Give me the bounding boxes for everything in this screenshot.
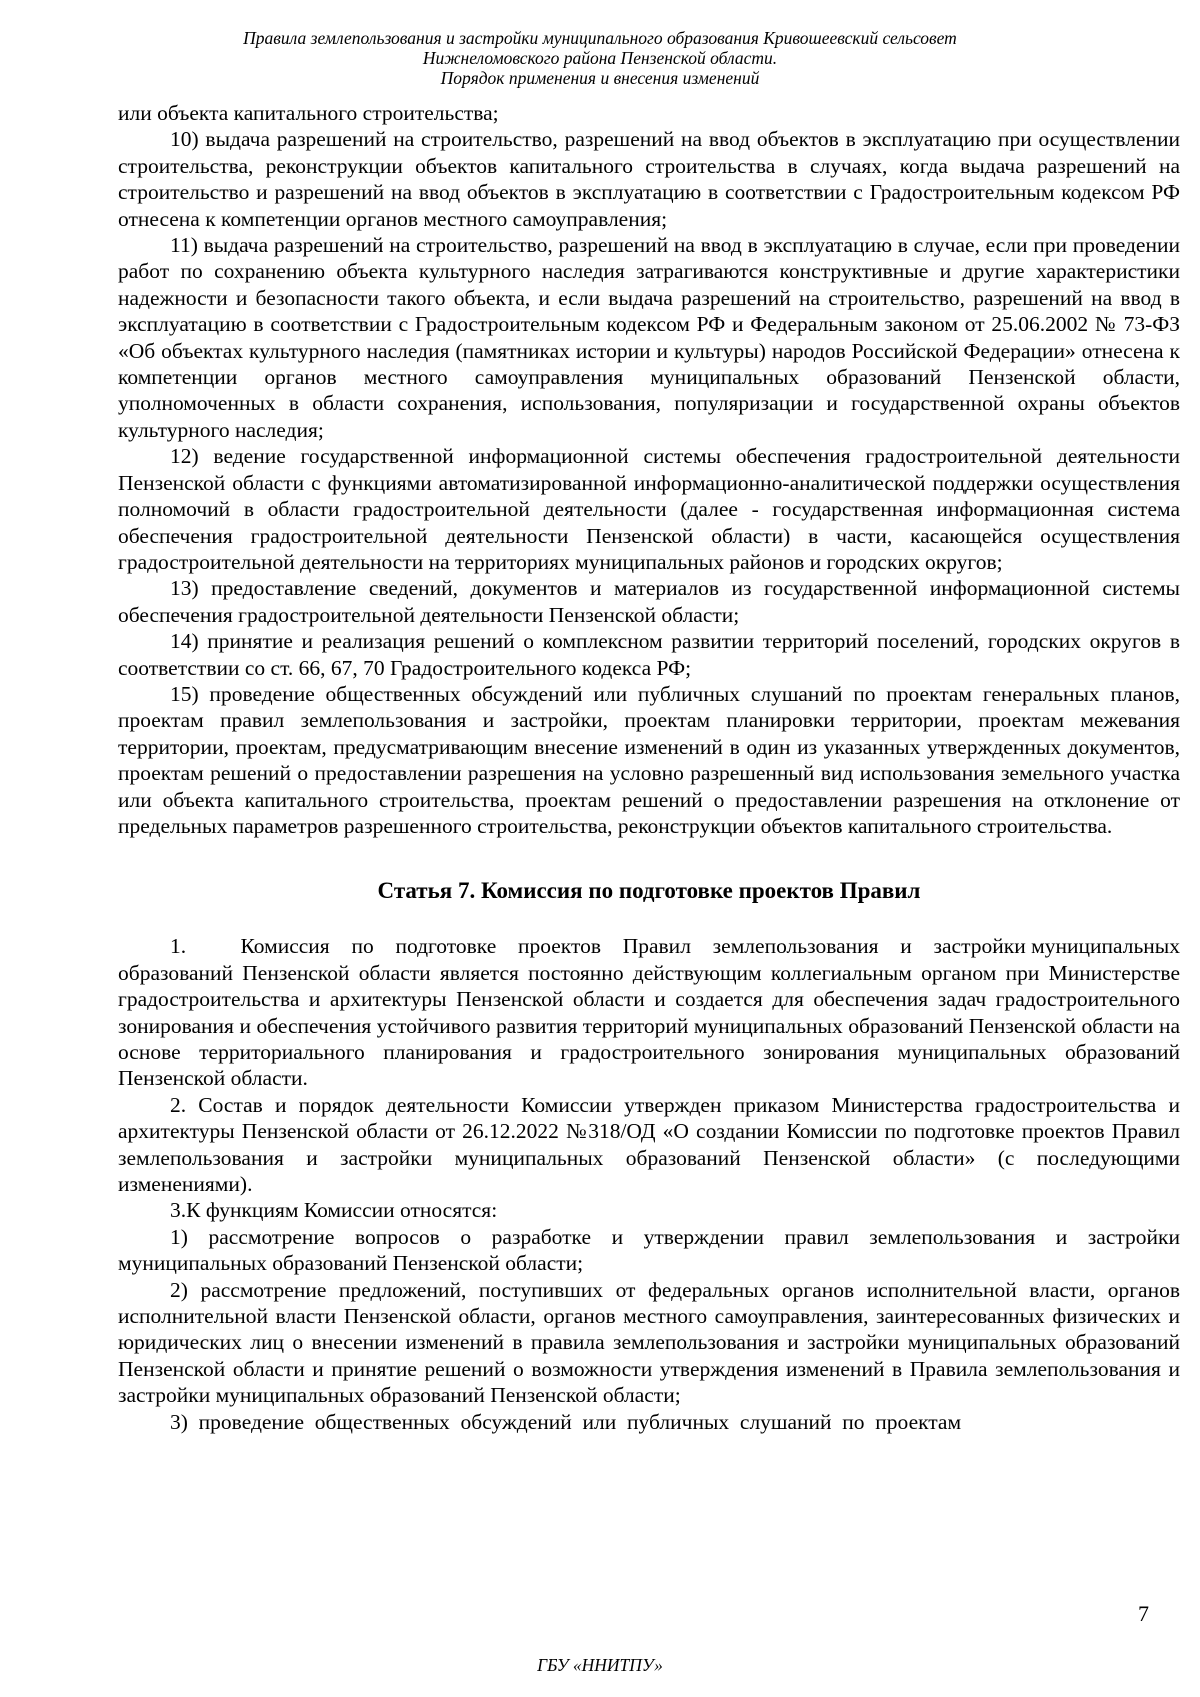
running-header — [0, 28, 1200, 88]
header-line-2: Нижнеломовского района Пензенской области. — [422, 48, 778, 68]
list-item-13: 13) предоставление сведений, документов и материалов из государственной информационной системы обеспечения градостроительной деятельности Пензенской области; — [118, 576, 1180, 627]
header-line-3: Порядок применения и внесения изменений — [440, 68, 760, 88]
list-item-15: 15) проведение общественных обсуждений или публичных слушаний по проектам генеральных планов, проектам правил землепользования и застройки, проектам планировки территории, проектам межевания территории, проектам, предусматривающим внесение изменений в один из указанных утвержденных документов, проектам решений о предоставлении разрешения на условно разрешенный вид использования земельного участка или объекта капитального строительства, проектам решений о предоставлении разрешения на отклонение от предельных параметров разрешенного строительства, реконструкции объектов капитального строительства. — [118, 681, 1180, 838]
page-number: 7 — [1138, 1601, 1149, 1626]
running-footer: ГБУ «ННИТПУ» — [537, 1655, 663, 1675]
function-item-2: 2) рассмотрение предложений, поступивших от федеральных органов исполнительной власти, органов исполнительной власти Пензенской области, органов местного самоуправления, заинтересованных физических и юридических лиц о внесении изменений в правила землепользования и застройки муниципальных образований Пензенской области и принятие решений о возможности утверждения изменений в Правила землепользования и застройки муниципальных образований Пензенской области; — [118, 1277, 1180, 1408]
list-item-11: 11) выдача разрешений на строительство, разрешений на ввод в эксплуатацию в случае, если при проведении работ по сохранению объекта культурного наследия затрагиваются конструктивные и другие характеристики надежности и безопасности такого объекта, и если выдача разрешений на строительство, разрешений на ввод в эксплуатацию в соответствии с Градостроительным кодексом РФ и Федеральным законом от 25.06.2002 № 73-ФЗ «Об объектах культурного наследия (памятниках истории и культуры) народов Российской Федерации» отнесена к компетенции органов местного самоуправления муниципальных образований Пензенской области, уполномоченных в области сохранения, использования, популяризации и государственной охраны объектов культурного наследия; — [118, 233, 1180, 442]
header-line-1: Правила землепользования и застройки муниципального образования Кривошеевский сельсовет — [243, 28, 957, 48]
article-paragraph-3: 3.К функциям Комиссии относятся: — [170, 1198, 498, 1223]
list-item-10: 10) выдача разрешений на строительство, разрешений на ввод объектов в эксплуатацию при осуществлении строительства, реконструкции объектов капитального строительства в случаях, когда выдача разрешений на строительство и разрешений на ввод объектов в эксплуатацию в соответствии с Градостроительным кодексом РФ отнесена к компетенции органов местного самоуправления; — [118, 127, 1180, 231]
paragraph-continuation: или объекта капитального строительства; — [118, 101, 499, 125]
function-item-1: 1) рассмотрение вопросов о разработке и утверждении правил землепользования и застройки муниципальных образований Пензенской области; — [118, 1224, 1180, 1276]
list-item-12: 12) ведение государственной информационной системы обеспечения градостроительной деятельности Пензенской области с функциями автоматизированной информационно-аналитической поддержки осуществления полномочий в области градостроительной деятельности (далее - государственная информационная система обеспечения градостроительной деятельности Пензенской области) в части, касающейся осуществления градостроительной деятельности на территориях муниципальных районов и городских округов; — [118, 444, 1180, 574]
article-paragraph-1: 1. Комиссия по подготовке проектов Правил землепользования и застройки муниципальных образований Пензенской области является постоянно действующим коллегиальным органом при Министерстве градостроительства и архитектуры Пензенской области и создается для обеспечения задач градостроительного зонирования и обеспечения устойчивого развития территорий муниципальных образований Пензенской области на основе территориального планирования и градостроительного зонирования муниципальных образований Пензенской области. — [118, 934, 1186, 1091]
document-body — [118, 100, 1186, 1435]
article-title: Статья 7. Комиссия по подготовке проектов Правил — [377, 878, 921, 904]
article-paragraph-2: 2. Состав и порядок деятельности Комиссии утвержден приказом Министерства градостроительства и архитектуры Пензенской области от 26.12.2022 №318/ОД «О создании Комиссии по подготовке проектов Правил землепользования и застройки муниципальных образований Пензенской области» (с последующими изменениями). — [118, 1092, 1180, 1197]
function-item-3: 3) проведение общественных обсуждений или публичных слушаний по проектам — [170, 1409, 962, 1434]
list-item-14: 14) принятие и реализация решений о комплексном развитии территорий поселений, городских округов в соответствии со ст. 66, 67, 70 Градостроительного кодекса РФ; — [118, 629, 1180, 680]
